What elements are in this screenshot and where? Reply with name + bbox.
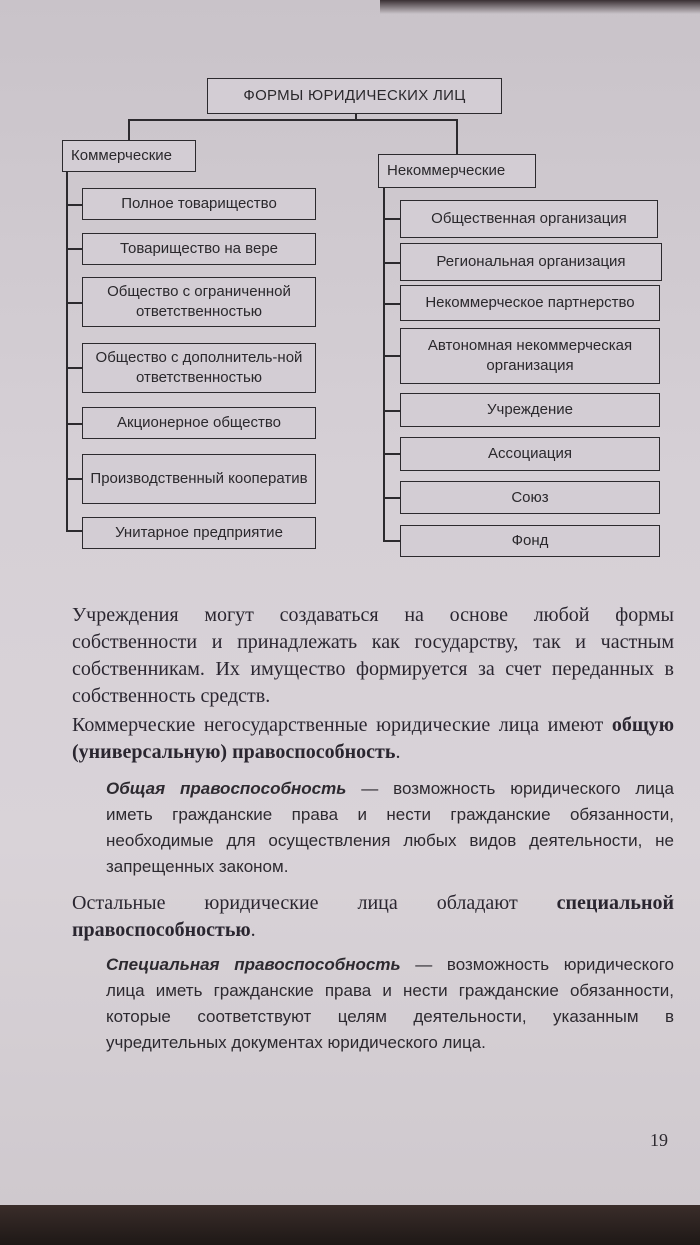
commercial-item: Акционерное общество	[82, 407, 316, 439]
definition-general-text: — возможность юридического лица иметь гражданские права и нести гражданские обязанности, необходимые для осуществления любых видов деятельности, не запрещенных законом.	[106, 779, 674, 876]
noncommercial-item: Общественная организация	[400, 200, 658, 238]
connector	[383, 497, 401, 499]
connector	[456, 119, 458, 157]
paragraph-3-term: специальной правоспособностью	[72, 892, 674, 941]
noncommercial-item: Ассоциация	[400, 437, 660, 471]
commercial-item: Общество с ограниченной ответственностью	[82, 277, 316, 327]
definition-special-text: — возможность юридического лица иметь гражданские права и нести гражданские обязанности, которые соответствуют целям деятельности, указанным в учредительных документах юридического лица.	[106, 955, 674, 1052]
paragraph-1	[72, 602, 674, 710]
noncommercial-item: Региональная организация	[400, 243, 662, 281]
noncommercial-item: Учреждение	[400, 393, 660, 427]
definition-general	[106, 776, 674, 880]
right-spine	[383, 185, 385, 540]
connector	[66, 204, 82, 206]
noncommercial-item: Фонд	[400, 525, 660, 557]
definition-special	[106, 952, 674, 1056]
connector	[66, 423, 82, 425]
paragraph-3	[72, 890, 674, 944]
connector	[128, 119, 458, 121]
page-number: 19	[650, 1130, 668, 1150]
page-bottom-edge	[0, 1205, 700, 1245]
connector	[383, 355, 401, 357]
paragraph-2	[72, 712, 674, 766]
noncommercial-category: Некоммерческие	[378, 154, 536, 188]
punctuation: .	[395, 741, 401, 763]
definition-special-term: Специальная правоспособность	[106, 955, 401, 974]
connector	[66, 302, 82, 304]
connector	[383, 453, 401, 455]
connector	[66, 478, 82, 480]
commercial-item: Товарищество на вере	[82, 233, 316, 265]
connector	[128, 119, 130, 141]
paragraph-1-text: Учреждения могут создаваться на основе любой формы собственности и принадлежать как государству, так и частным собственникам. Их имущество формируется за счет переданных в собственность средств.	[72, 604, 674, 707]
connector	[383, 540, 401, 542]
commercial-category: Коммерческие	[62, 140, 196, 172]
connector	[383, 410, 401, 412]
paragraph-2-term: общую (универсальную) правоспособность	[72, 714, 674, 763]
diagram-title: ФОРМЫ ЮРИДИЧЕСКИХ ЛИЦ	[207, 78, 502, 114]
connector	[383, 218, 401, 220]
definition-general-term: Общая правоспособность	[106, 779, 347, 798]
left-spine	[66, 170, 68, 530]
commercial-item: Общество с дополнитель-ной ответственностью	[82, 343, 316, 393]
noncommercial-item: Автономная некоммерческая организация	[400, 328, 660, 384]
page-shadow	[380, 0, 700, 14]
commercial-item: Производственный кооператив	[82, 454, 316, 504]
connector	[66, 530, 82, 532]
noncommercial-item: Союз	[400, 481, 660, 514]
connector	[383, 303, 401, 305]
punctuation: .	[250, 919, 256, 941]
paragraph-3-text: Остальные юридические лица обладают	[72, 892, 557, 914]
connector	[66, 367, 82, 369]
connector	[383, 262, 401, 264]
connector	[66, 248, 82, 250]
noncommercial-item: Некоммерческое партнерство	[400, 285, 660, 321]
paragraph-2-text: Коммерческие негосударственные юридические лица имеют	[72, 714, 612, 736]
commercial-item: Унитарное предприятие	[82, 517, 316, 549]
commercial-item: Полное товарищество	[82, 188, 316, 220]
